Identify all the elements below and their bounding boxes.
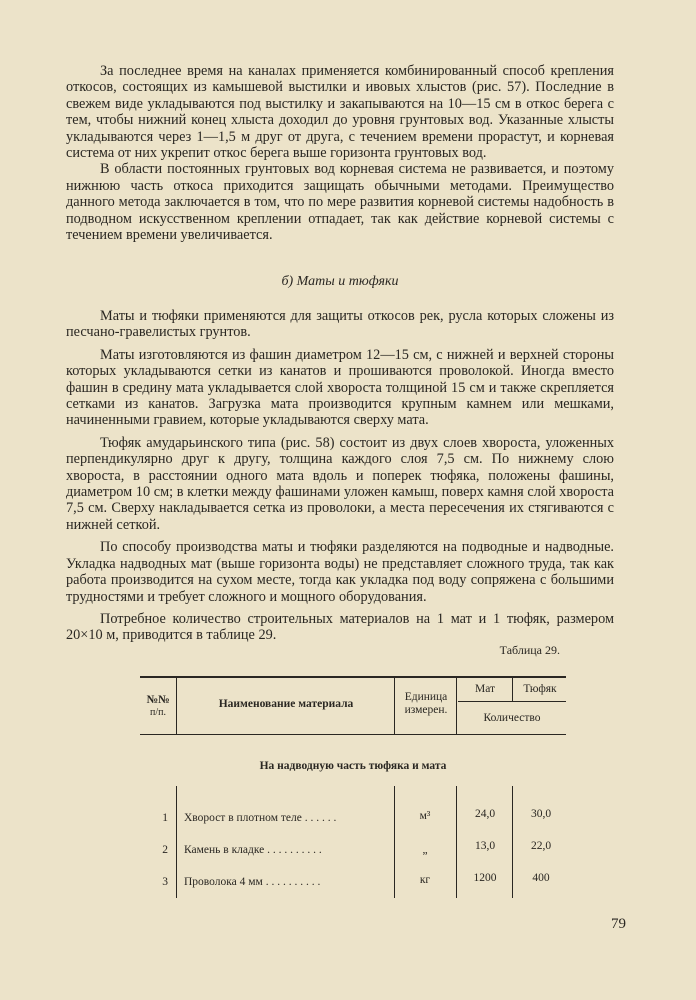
row-unit: кг <box>419 874 431 886</box>
header-num: №№ <box>146 694 170 706</box>
section-heading: б) Маты и тюфяки <box>281 274 399 289</box>
table-vline <box>512 676 513 701</box>
header-num-sub: п/п. <box>150 707 166 718</box>
page-number: 79 <box>611 916 626 932</box>
mats-text <box>66 308 614 644</box>
table-header-rule <box>140 734 566 735</box>
row-mat-value: 13,0 <box>474 840 496 852</box>
row-mat-value: 24,0 <box>474 808 496 820</box>
row-number: 1 <box>162 812 168 824</box>
header-mat: Мат <box>474 683 496 695</box>
row-unit: „ <box>422 844 428 856</box>
paragraph: По способу производства маты и тюфяки разделяются на подводные и надводные. Укладка надводных мат (выше горизонта воды) не представляет сложного труда, так как работа производится на сухом месте, тогда как укладка под воду сопряжена с большими трудностями и требует сложного и мощного оборудования. <box>66 539 614 605</box>
header-unit: Единица <box>404 691 448 703</box>
paragraph: В области постоянных грунтовых вод корневая система не развивается, и поэтому нижнюю часть откоса приходится защищать обычными методами. Преимущество данного метода заключается в том, что по мере развития корневой системы надобность в подводном искусственном креплении отпадает, так как действие корневой системы с течением времени увеличивается. <box>66 161 614 244</box>
header-tyufyak: Тюфяк <box>523 683 557 695</box>
table-vline <box>176 786 177 898</box>
row-material: Хворост в плотном теле . . . . . . <box>184 812 337 824</box>
row-unit: м³ <box>419 810 431 822</box>
table-top-rule <box>140 676 566 678</box>
table-vline <box>394 676 395 734</box>
header-name: Наименование материала <box>218 698 354 710</box>
table-subheading: На надводную часть тюфяка и мата <box>259 760 447 772</box>
table-vline <box>512 786 513 898</box>
paragraph: Тюфяк амударьинского типа (рис. 58) состоит из двух слоев хвороста, уложенных перпендикулярно друг к другу, толщина каждого слоя 7,5 см. По нижнему слою хвороста, в расстоянии одного мата вдоль и поперек тюфяка, положены фашины, диаметром 10 см; в клетки между фашинами уложен камыш, поверх камня слой хвороста 7,5 см. Сверху накладывается сетка из проволоки, а места пересечения их стягиваются с нижней сеткой. <box>66 434 614 533</box>
paragraph: Маты и тюфяки применяются для защиты откосов рек, русла которых сложены из песчано-гравелистых грунтов. <box>66 308 614 341</box>
row-number: 3 <box>162 876 168 888</box>
row-mat-value: 1200 <box>473 872 497 884</box>
paragraph: Маты изготовляются из фашин диаметром 12—15 см, с нижней и верхней стороны которых укладываются сетки из канатов и прошиваются проволокой. Иногда вместо фашин в средину мата укладывается слой хвороста толщиной 15 см и также скрепляется сетками из канатов. Загрузка мата производится крупным камнем или мешками, начиненными гравием, которые укладываются сверху мата. <box>66 346 614 429</box>
intro-text <box>66 63 614 243</box>
row-material: Проволока 4 мм . . . . . . . . . . <box>184 876 321 888</box>
paragraph: За последнее время на каналах применяется комбинированный способ крепления откосов, состоящих из камышевой выстилки и ивовых хлыстов (рис. 57). Последние в свежем виде укладываются под выстилку и закапываются на 10—15 см в откос берега с тем, чтобы нижний конец хлыста доходил до уровня грунтовых вод. Указанные хлысты укладываются через 1—1,5 м друг от друга, с течением времени прорастут, и корневая система от них укрепит откос берега выше горизонта грунтовых вод. <box>66 63 614 162</box>
row-tyufyak-value: 30,0 <box>530 808 552 820</box>
paragraph: Потребное количество строительных материалов на 1 мат и 1 тюфяк, размером 20×10 м, приводится в таблице 29. <box>66 610 614 644</box>
table-vline <box>456 676 457 734</box>
header-quantity: Количество <box>483 712 541 724</box>
table-caption: Таблица 29. <box>499 643 560 657</box>
header-unit-sub: измерен. <box>404 704 448 716</box>
row-tyufyak-value: 22,0 <box>530 840 552 852</box>
table-vline <box>456 786 457 898</box>
row-tyufyak-value: 400 <box>532 872 550 884</box>
row-number: 2 <box>162 844 168 856</box>
materials-table <box>140 670 566 900</box>
table-vline <box>176 676 177 734</box>
table-subheader-rule <box>458 701 566 702</box>
row-material: Камень в кладке . . . . . . . . . . <box>184 844 322 856</box>
table-vline <box>394 786 395 898</box>
